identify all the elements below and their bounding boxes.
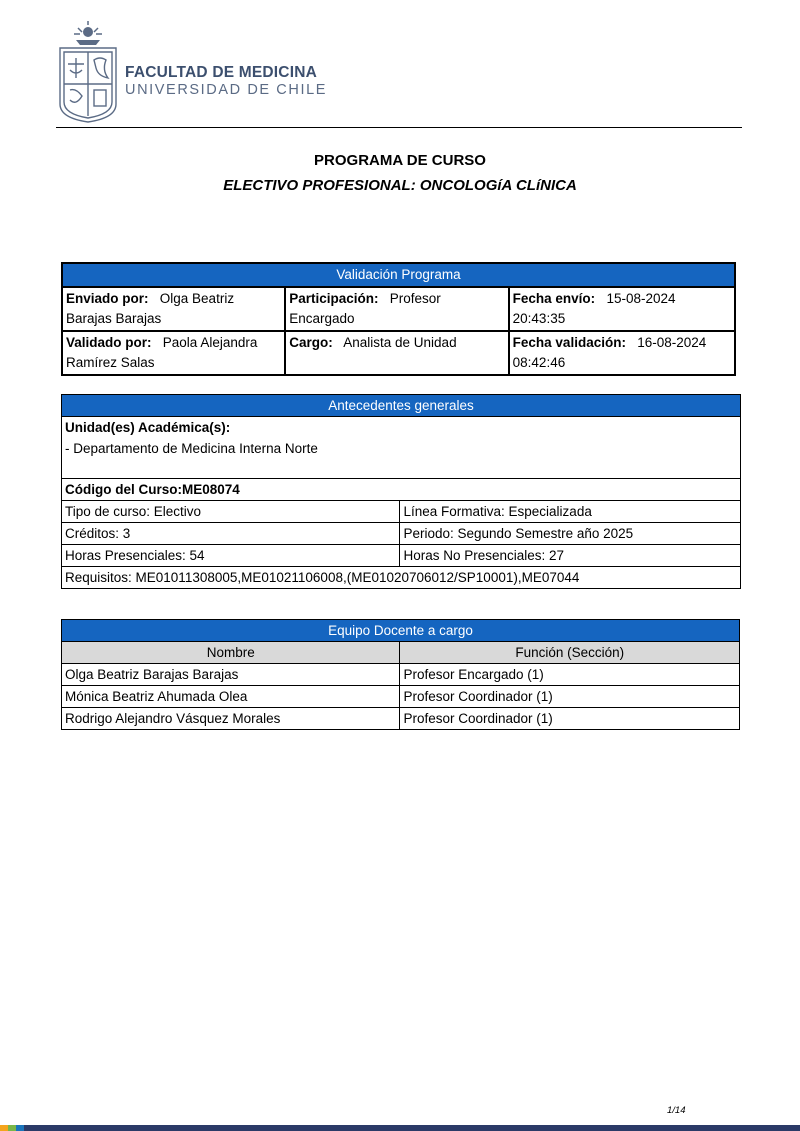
send-date-cell	[509, 287, 735, 331]
send-date-label: Fecha envío:	[512, 291, 596, 306]
sent-by-label: Enviado por:	[66, 291, 149, 306]
background-heading: Antecedentes generales	[62, 395, 741, 417]
participation-cell	[285, 287, 508, 331]
validated-by-cell	[62, 331, 285, 375]
credits: Créditos: 3	[62, 523, 400, 545]
footer-color-bar	[0, 1125, 800, 1131]
participation-label: Participación:	[289, 291, 379, 306]
logo-text-university: UNIVERSIDAD DE CHILE	[125, 82, 328, 98]
in-person-hours: Horas Presenciales: 54	[62, 545, 400, 567]
member-role: Profesor Encargado (1)	[400, 664, 740, 686]
page-number: 1/14	[667, 1105, 686, 1116]
table-row	[62, 664, 740, 686]
academic-unit-value: - Departamento de Medicina Interna Norte	[65, 441, 318, 456]
academic-unit-label: Unidad(es) Académica(s):	[65, 420, 231, 435]
teaching-team-table	[61, 619, 740, 730]
table-row	[62, 708, 740, 730]
period: Periodo: Segundo Semestre año 2025	[400, 523, 741, 545]
position-cell	[285, 331, 508, 375]
course-code: Código del Curso:ME08074	[62, 479, 741, 501]
validation-heading: Validación Programa	[62, 263, 735, 287]
general-background-table	[61, 394, 741, 589]
send-date-value: 15-08-2024 20:43:35	[512, 291, 676, 326]
member-role: Profesor Coordinador (1)	[400, 686, 740, 708]
academic-unit-cell	[62, 417, 741, 479]
logo-text-faculty: FACULTAD DE MEDICINA	[125, 64, 317, 81]
position-label: Cargo:	[289, 335, 333, 350]
course-type: Tipo de curso: Electivo	[62, 501, 400, 523]
sent-by-cell	[62, 287, 285, 331]
document-title: PROGRAMA DE CURSO	[314, 152, 486, 169]
table-row	[62, 686, 740, 708]
column-header-name: Nombre	[62, 642, 400, 664]
validated-by-label: Validado por:	[66, 335, 152, 350]
position-value: Analista de Unidad	[343, 335, 457, 350]
member-name: Rodrigo Alejandro Vásquez Morales	[62, 708, 400, 730]
course-title: ELECTIVO PROFESIONAL: ONCOLOGíA CLíNICA	[223, 177, 577, 194]
training-line: Línea Formativa: Especializada	[400, 501, 741, 523]
requirements: Requisitos: ME01011308005,ME01021106008,(ME01020706012/SP10001),ME07044	[62, 567, 741, 589]
participation-value: Profesor Encargado	[289, 291, 441, 326]
column-header-role: Función (Sección)	[400, 642, 740, 664]
validation-date-label: Fecha validación:	[512, 335, 626, 350]
validation-date-value: 16-08-2024 08:42:46	[512, 335, 707, 370]
sent-by-value: Olga Beatriz Barajas Barajas	[66, 291, 235, 326]
header-divider	[56, 127, 742, 128]
validation-table	[61, 262, 736, 376]
team-heading: Equipo Docente a cargo	[62, 620, 740, 642]
validation-date-cell	[509, 331, 735, 375]
member-name: Mónica Beatriz Ahumada Olea	[62, 686, 400, 708]
member-role: Profesor Coordinador (1)	[400, 708, 740, 730]
validated-by-value: Paola Alejandra Ramírez Salas	[66, 335, 258, 370]
member-name: Olga Beatriz Barajas Barajas	[62, 664, 400, 686]
remote-hours: Horas No Presenciales: 27	[400, 545, 741, 567]
